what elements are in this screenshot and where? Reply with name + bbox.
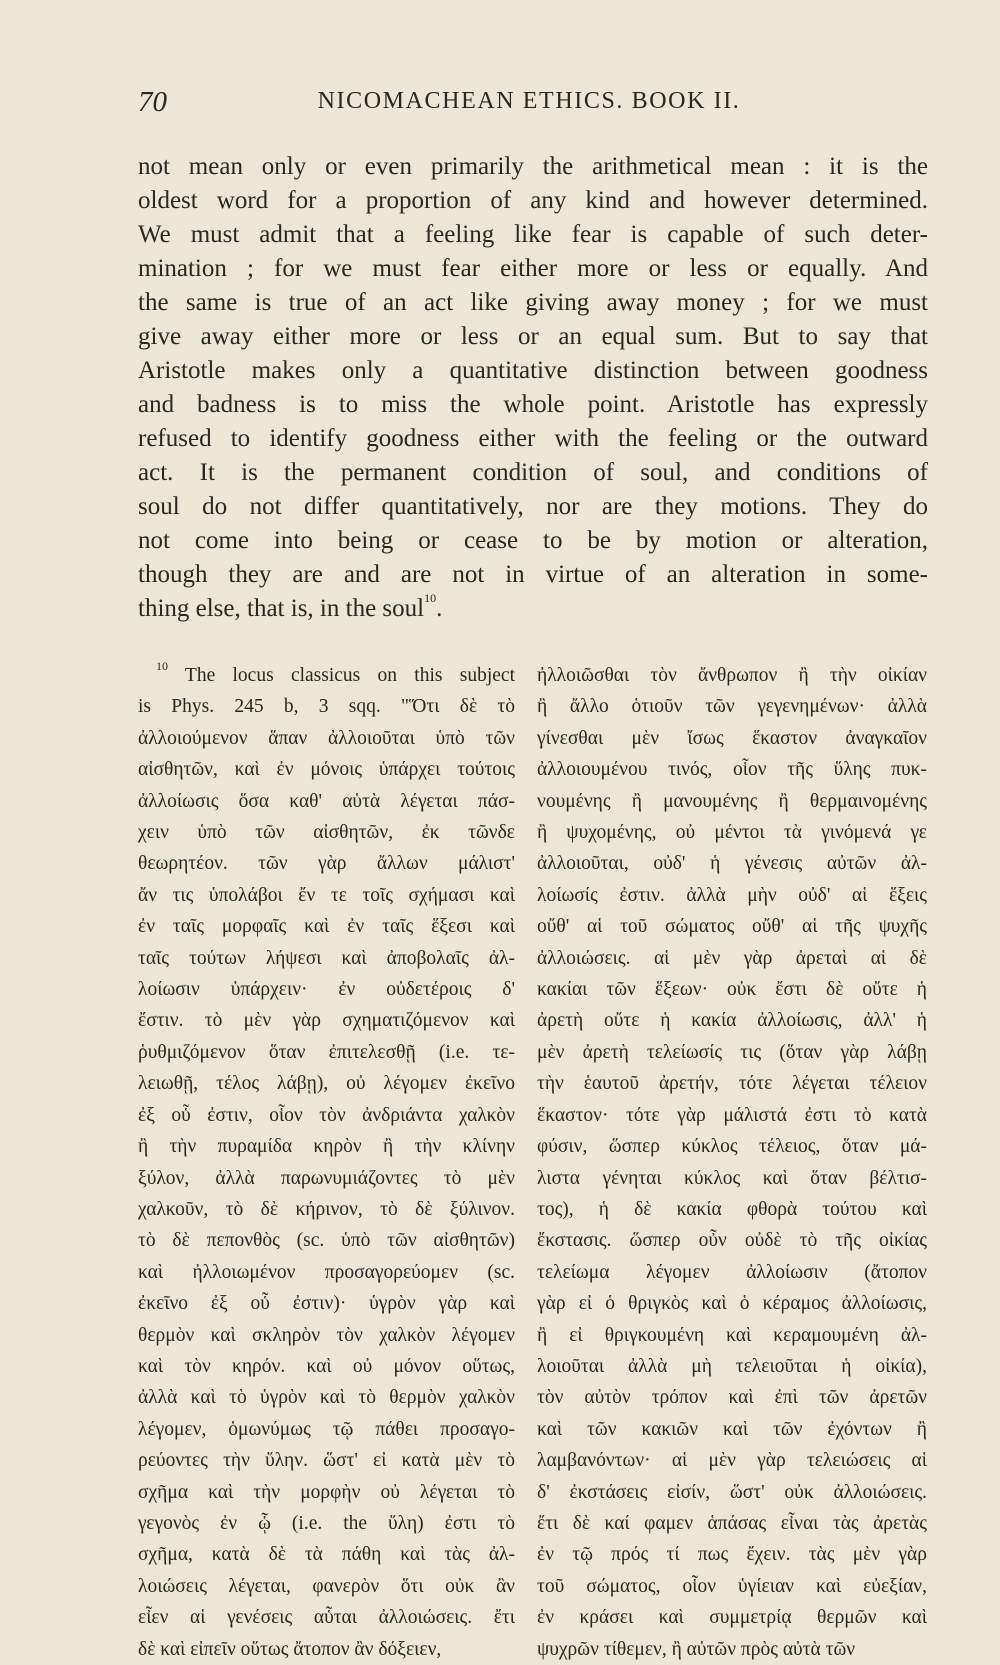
- main-text-line: act. It is the permanent condition of soul, and conditions of: [138, 459, 928, 486]
- footnote-line: ἀλλοιουμένου τινός, οἷον τῆς ὕλης πυκ-: [537, 759, 927, 781]
- footnote-line: λοιώσεις λέγεται, φανερὸν ὅτι οὐκ ἂν: [138, 1575, 515, 1597]
- footnote-line: ἀλλοιούμενον ἅπαν ἀλλοιοῦται ὑπὸ τῶν: [138, 727, 515, 749]
- footnote-line: ἐξ οὗ ἐστιν, οἷον τὸν ἀνδριάντα χαλκὸν: [138, 1104, 515, 1126]
- footnote-line: οὔθ' αἱ τοῦ σώματος οὔθ' αἱ τῆς ψυχῆς: [537, 916, 927, 938]
- footnote-line: γὰρ εἰ ὁ θριγκὸς καὶ ὁ κέραμος ἀλλοίωσις,: [537, 1293, 927, 1315]
- main-text-line-content: thing else, that is, in the soul: [138, 595, 425, 622]
- footnote-line: δὲ καὶ εἰπεῖν οὕτως ἄτοπον ἂν δόξειεν,: [138, 1638, 442, 1660]
- footnote-line: γεγονὸς ἐν ᾧ (i.e. the ὕλη) ἐστι τὸ: [138, 1512, 515, 1534]
- footnote-reference: 10: [424, 591, 437, 605]
- footnote-line: λοίωσίς ἐστιν. ἀλλὰ μὴν οὐδ' αἱ ἕξεις: [537, 884, 927, 906]
- footnote-line: λιστα γένηται κύκλος καὶ ὅταν βέλτισ-: [537, 1167, 927, 1189]
- footnote-line: καὶ τῶν κακιῶν καὶ τῶν ἐχόντων ἢ: [537, 1418, 927, 1440]
- footnote-line: λέγομεν, ὁμωνύμως τῷ πάθει προσαγο-: [138, 1418, 515, 1440]
- footnote-line: χειν ὑπὸ τῶν αἰσθητῶν, ἐκ τῶνδε: [138, 822, 515, 844]
- footnote-line: λοίωσιν ὑπάρχειν· ἐν οὐδετέροις δ': [138, 979, 515, 1001]
- main-text-line: We must admit that a feeling like fear is capable of such deter-: [138, 221, 928, 248]
- footnote-line: σχῆμα καὶ τὴν μορφὴν οὐ λέγεται τὸ: [138, 1481, 515, 1503]
- footnote-line: [138, 660, 515, 691]
- footnote-line: αἰσθητῶν, καὶ ἐν μόνοις ὑπάρχει τούτοις: [138, 759, 515, 781]
- footnote-line: λειωθῇ, τέλος λάβῃ), οὐ λέγομεν ἐκεῖνο: [138, 1073, 515, 1095]
- main-text-line: though they are and are not in virtue of an alteration in some-: [138, 561, 928, 588]
- footnote-line: τὸ δὲ πεπονθὸς (sc. ὑπὸ τῶν αἰσθητῶν): [138, 1230, 515, 1252]
- footnote-line: ἔστιν. τὸ μὲν γὰρ σχηματιζόμενον καὶ: [138, 1010, 515, 1032]
- footnote-line: καὶ ἠλλοιωμένον προσαγορεύομεν (sc.: [138, 1261, 515, 1283]
- footnote-line: ἀλλὰ καὶ τὸ ὑγρὸν καὶ τὸ θερμὸν χαλκὸν: [138, 1387, 515, 1409]
- footnote-line: ῥυθμιζόμενον ὅταν ἐπιτελεσθῇ (i.e. τε-: [138, 1041, 515, 1063]
- footnote-line: γίνεσθαι μὲν ἴσως ἕκαστον ἀναγκαῖον: [537, 727, 927, 749]
- footnote-right-column: [537, 660, 927, 1665]
- page-number: 70: [138, 86, 167, 118]
- footnote-line: is Phys. 245 b, 3 sqq. "Ὅτι δὲ τὸ: [138, 696, 515, 718]
- main-text-line: give away either more or less or an equal sum. But to say that: [138, 323, 928, 350]
- footnote-line: κακίαι τῶν ἕξεων· οὐκ ἔστι δὲ οὔτε ἡ: [537, 979, 927, 1001]
- main-text-line: Aristotle makes only a quantitative distinction between goodness: [138, 357, 928, 384]
- sentence-end: .: [436, 595, 443, 622]
- footnote-line: ἀλλοιοῦται, οὐδ' ἡ γένεσις αὐτῶν ἀλ-: [537, 853, 927, 875]
- main-text-line: mination ; for we must fear either more or less or equally. And: [138, 255, 928, 282]
- footnote-line: μὲν ἀρετὴ τελείωσίς τις (ὅταν γὰρ λάβῃ: [537, 1041, 927, 1063]
- main-text-line: soul do not differ quantitatively, nor are they motions. They do: [138, 493, 928, 520]
- footnote-line: εἶεν αἱ γενέσεις αὗται ἀλλοιώσεις. ἔτι: [138, 1607, 515, 1629]
- footnote-line: τὸν αὐτὸν τρόπον καὶ ἐπὶ τῶν ἀρετῶν: [537, 1387, 927, 1409]
- footnote-line: σχῆμα, κατὰ δὲ τὰ πάθη καὶ τὰς ἀλ-: [138, 1544, 515, 1566]
- footnote-line: ἔτι δὲ καί φαμεν ἁπάσας εἶναι τὰς ἀρετὰς: [537, 1512, 927, 1534]
- footnote-line: ἐν τῷ πρός τί πως ἔχειν. τὰς μὲν γὰρ: [537, 1544, 927, 1566]
- main-text-line: [138, 592, 928, 626]
- footnote-line: ψυχρῶν τίθεμεν, ἢ αὐτῶν πρὸς αὐτὰ τῶν: [537, 1638, 856, 1660]
- footnote-line: ἀλλοίωσις ὅσα καθ' αὑτὰ λέγεται πάσ-: [138, 790, 515, 812]
- main-text-block: [138, 150, 928, 626]
- footnote-line: τὴν ἑαυτοῦ ἀρετήν, τότε λέγεται τέλειον: [537, 1073, 927, 1095]
- running-head: [138, 86, 920, 126]
- footnote-line: ἐκεῖνο ἐξ οὗ ἐστιν)· ὑγρὸν γὰρ καὶ: [138, 1293, 515, 1315]
- footnote-left-column: [138, 660, 515, 1665]
- footnote-line: τοῦ σώματος, οἷον ὑγίειαν καὶ εὐεξίαν,: [537, 1575, 927, 1597]
- footnote-line: ἕκαστον· τότε γὰρ μάλιστά ἐστι τὸ κατὰ: [537, 1104, 927, 1126]
- footnote-line: νουμένης ἢ μανουμένης ἢ θερμαινομένης: [537, 790, 927, 812]
- main-text-line: oldest word for a proportion of any kind and however determined.: [138, 187, 928, 214]
- footnote-line: ἐν ταῖς μορφαῖς καὶ ἐν ταῖς ἕξεσι καὶ: [138, 916, 515, 938]
- footnote-line: ἢ ψυχομένης, οὐ μέντοι τὰ γινόμενά γε: [537, 822, 927, 844]
- footnote-line: ἀλλοιώσεις. αἱ μὲν γὰρ ἀρεταὶ αἱ δὲ: [537, 947, 927, 969]
- main-text-line: not mean only or even primarily the arithmetical mean : it is the: [138, 153, 928, 180]
- main-text-line: not come into being or cease to be by motion or alteration,: [138, 527, 928, 554]
- footnote-line: ἢ τὴν πυραμίδα κηρὸν ἢ τὴν κλίνην: [138, 1136, 515, 1158]
- footnote-line: ρεύοντες τὴν ὕλην. ὥστ' εἰ κατὰ μὲν τὸ: [138, 1450, 515, 1472]
- footnote-line: ἔκστασις. ὥσπερ οὖν οὐδὲ τὸ τῆς οἰκίας: [537, 1230, 927, 1252]
- footnote-line: ἀρετὴ οὔτε ἡ κακία ἀλλοίωσις, ἀλλ' ἡ: [537, 1010, 927, 1032]
- main-text-line: refused to identify goodness either with the feeling or the outward: [138, 425, 928, 452]
- footnote-line: ἢ ἄλλο ὁτιοῦν τῶν γεγενημένων· ἀλλὰ: [537, 696, 927, 718]
- footnote-line: τος), ἡ δὲ κακία φθορὰ τούτου καὶ: [537, 1198, 927, 1220]
- footnote-line: ἐν κράσει καὶ συμμετρίᾳ θερμῶν καὶ: [537, 1607, 927, 1629]
- main-text-line: the same is true of an act like giving away money ; for we must: [138, 289, 928, 316]
- footnote-line-content: The locus classicus on this subject: [168, 665, 515, 686]
- footnote-line: φύσιν, ὥσπερ κύκλος τέλειος, ὅταν μά-: [537, 1136, 927, 1158]
- footnote-line: ἢ εἰ θριγκουμένη καὶ κεραμουμένη ἀλ-: [537, 1324, 927, 1346]
- footnote-line: ταῖς τούτων λήψεσι καὶ ἀποβολαῖς ἀλ-: [138, 947, 515, 969]
- footnote-line: θεωρητέον. τῶν γὰρ ἄλλων μάλιστ': [138, 853, 515, 875]
- footnote-line: χαλκοῦν, τὸ δὲ κήρινον, τὸ δὲ ξύλινον.: [138, 1198, 515, 1220]
- footnote-line: ξύλον, ἀλλὰ παρωνυμιάζοντες τὸ μὲν: [138, 1167, 515, 1189]
- footnote-line: δ' ἐκστάσεις εἰσίν, ὥστ' οὐκ ἀλλοιώσεις.: [537, 1481, 927, 1503]
- footnote-line: ἠλλοιῶσθαι τὸν ἄνθρωπον ἢ τὴν οἰκίαν: [537, 665, 927, 686]
- footnote-line: θερμὸν καὶ σκληρὸν τὸν χαλκὸν λέγομεν: [138, 1324, 515, 1346]
- footnote-line: λαμβανόντων· αἱ μὲν γὰρ τελειώσεις αἱ: [537, 1450, 927, 1472]
- footnote-line: λοιοῦται ἀλλὰ μὴ τελειοῦται ἡ οἰκία),: [537, 1355, 927, 1377]
- running-title: NICOMACHEAN ETHICS. BOOK II.: [317, 88, 741, 114]
- footnote-marker: 10: [156, 659, 168, 673]
- footnote-line: καὶ τὸν κηρόν. καὶ οὐ μόνον οὕτως,: [138, 1355, 515, 1377]
- footnote-line: ἄν τις ὑπολάβοι ἔν τε τοῖς σχήμασι καὶ: [138, 884, 515, 906]
- main-text-line: and badness is to miss the whole point. Aristotle has expressly: [138, 391, 928, 418]
- footnote-line: τελείωμα λέγομεν ἀλλοίωσιν (ἄτοπον: [537, 1261, 927, 1283]
